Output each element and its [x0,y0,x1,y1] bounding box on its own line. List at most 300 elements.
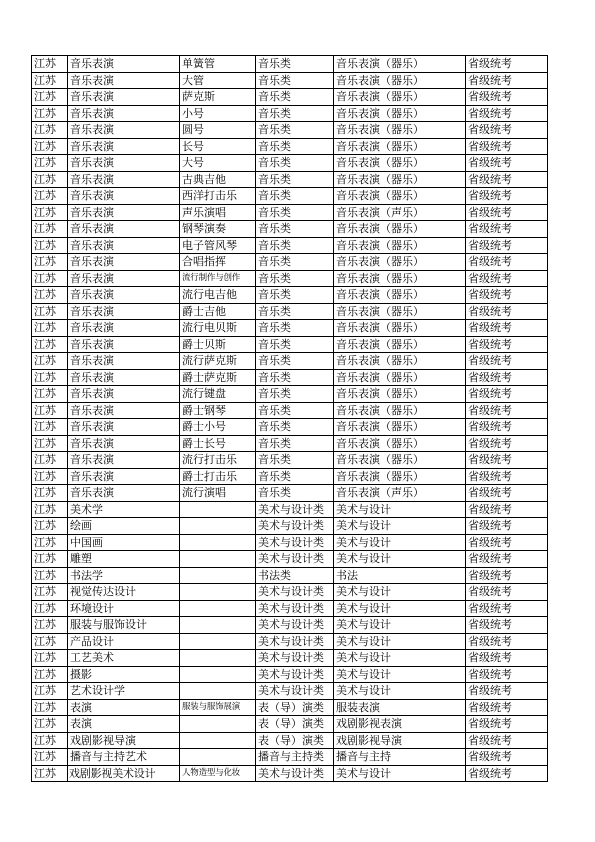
major-cell: 书法学 [68,567,180,584]
major-cell: 音乐表演 [68,419,180,436]
major-cell: 音乐表演 [68,320,180,337]
major-cell: 表演 [68,699,180,716]
exam-subject-cell: 美术与设计 [334,501,466,518]
exam-subject-cell: 音乐表演（器乐） [334,452,466,469]
direction-cell: 爵士吉他 [180,303,256,320]
category-cell: 美术与设计类 [256,683,334,700]
admissions-table-container [31,55,548,782]
table-row [32,650,548,667]
direction-cell [180,501,256,518]
exam-subject-cell: 美术与设计 [334,518,466,535]
exam-subject-cell: 音乐表演（器乐） [334,188,466,205]
province-cell: 江苏 [32,650,68,667]
exam-type-cell: 省级统考 [466,188,548,205]
province-cell: 江苏 [32,633,68,650]
major-cell: 音乐表演 [68,336,180,353]
direction-cell: 流行电贝斯 [180,320,256,337]
exam-subject-cell: 音乐表演（器乐） [334,386,466,403]
category-cell: 音乐类 [256,237,334,254]
category-cell: 美术与设计类 [256,600,334,617]
exam-subject-cell: 音乐表演（器乐） [334,138,466,155]
direction-cell: 电子管风琴 [180,237,256,254]
direction-cell [180,633,256,650]
direction-cell: 长号 [180,138,256,155]
exam-subject-cell: 美术与设计 [334,600,466,617]
province-cell: 江苏 [32,155,68,172]
table-row [32,270,548,287]
exam-type-cell: 省级统考 [466,303,548,320]
province-cell: 江苏 [32,89,68,106]
exam-type-cell: 省级统考 [466,534,548,551]
category-cell: 音乐类 [256,105,334,122]
direction-cell: 小号 [180,105,256,122]
category-cell: 美术与设计类 [256,551,334,568]
exam-type-cell: 省级统考 [466,419,548,436]
category-cell: 音乐类 [256,72,334,89]
exam-subject-cell: 音乐表演（器乐） [334,56,466,73]
province-cell: 江苏 [32,567,68,584]
exam-type-cell: 省级统考 [466,666,548,683]
table-row [32,716,548,733]
exam-subject-cell: 音乐表演（器乐） [334,72,466,89]
exam-type-cell: 省级统考 [466,204,548,221]
major-cell: 音乐表演 [68,171,180,188]
exam-subject-cell: 书法 [334,567,466,584]
category-cell: 音乐类 [256,221,334,238]
exam-subject-cell: 音乐表演（器乐） [334,155,466,172]
category-cell: 美术与设计类 [256,666,334,683]
province-cell: 江苏 [32,402,68,419]
exam-subject-cell: 音乐表演（器乐） [334,419,466,436]
province-cell: 江苏 [32,419,68,436]
table-row [32,402,548,419]
exam-subject-cell: 美术与设计 [334,765,466,782]
direction-cell [180,600,256,617]
exam-type-cell: 省级统考 [466,617,548,634]
exam-type-cell: 省级统考 [466,56,548,73]
direction-cell: 流行萨克斯 [180,353,256,370]
province-cell: 江苏 [32,72,68,89]
category-cell: 音乐类 [256,188,334,205]
province-cell: 江苏 [32,765,68,782]
exam-subject-cell: 音乐表演（器乐） [334,105,466,122]
table-row [32,155,548,172]
direction-cell: 爵士长号 [180,435,256,452]
direction-cell: 爵士小号 [180,419,256,436]
exam-type-cell: 省级统考 [466,633,548,650]
direction-cell [180,584,256,601]
category-cell: 美术与设计类 [256,617,334,634]
exam-type-cell: 省级统考 [466,254,548,271]
exam-type-cell: 省级统考 [466,353,548,370]
direction-cell [180,683,256,700]
table-row [32,89,548,106]
exam-subject-cell: 音乐表演（声乐） [334,204,466,221]
exam-type-cell: 省级统考 [466,435,548,452]
table-row [32,468,548,485]
table-row [32,551,548,568]
category-cell: 音乐类 [256,270,334,287]
table-row [32,452,548,469]
direction-cell [180,551,256,568]
direction-cell [180,534,256,551]
exam-type-cell: 省级统考 [466,122,548,139]
direction-cell [180,732,256,749]
province-cell: 江苏 [32,171,68,188]
category-cell: 音乐类 [256,336,334,353]
major-cell: 戏剧影视导演 [68,732,180,749]
table-row [32,534,548,551]
category-cell: 音乐类 [256,386,334,403]
major-cell: 音乐表演 [68,303,180,320]
direction-cell: 流行打击乐 [180,452,256,469]
exam-subject-cell: 音乐表演（器乐） [334,254,466,271]
exam-subject-cell: 戏剧影视导演 [334,732,466,749]
table-row [32,732,548,749]
table-row [32,633,548,650]
province-cell: 江苏 [32,749,68,766]
major-cell: 音乐表演 [68,122,180,139]
major-cell: 音乐表演 [68,138,180,155]
category-cell: 音乐类 [256,320,334,337]
major-cell: 服装与服饰设计 [68,617,180,634]
major-cell: 音乐表演 [68,237,180,254]
exam-type-cell: 省级统考 [466,567,548,584]
exam-subject-cell: 音乐表演（器乐） [334,122,466,139]
province-cell: 江苏 [32,485,68,502]
category-cell: 播音与主持类 [256,749,334,766]
major-cell: 音乐表演 [68,105,180,122]
direction-cell: 大管 [180,72,256,89]
province-cell: 江苏 [32,254,68,271]
table-row [32,419,548,436]
exam-subject-cell: 音乐表演（器乐） [334,402,466,419]
table-row [32,122,548,139]
exam-subject-cell: 音乐表演（器乐） [334,171,466,188]
table-row [32,254,548,271]
province-cell: 江苏 [32,468,68,485]
direction-cell: 服装与服饰展演 [180,699,256,716]
exam-type-cell: 省级统考 [466,732,548,749]
category-cell: 美术与设计类 [256,534,334,551]
province-cell: 江苏 [32,204,68,221]
province-cell: 江苏 [32,303,68,320]
direction-cell [180,518,256,535]
exam-subject-cell: 音乐表演（器乐） [334,287,466,304]
table-body [32,56,548,782]
direction-cell: 钢琴演奏 [180,221,256,238]
major-cell: 音乐表演 [68,452,180,469]
exam-type-cell: 省级统考 [466,468,548,485]
exam-subject-cell: 音乐表演（器乐） [334,320,466,337]
exam-subject-cell: 服装表演 [334,699,466,716]
direction-cell: 古典吉他 [180,171,256,188]
major-cell: 音乐表演 [68,353,180,370]
province-cell: 江苏 [32,534,68,551]
exam-subject-cell: 音乐表演（声乐） [334,485,466,502]
major-cell: 环境设计 [68,600,180,617]
province-cell: 江苏 [32,56,68,73]
category-cell: 表（导）演类 [256,699,334,716]
exam-subject-cell: 美术与设计 [334,650,466,667]
province-cell: 江苏 [32,336,68,353]
category-cell: 音乐类 [256,89,334,106]
exam-type-cell: 省级统考 [466,584,548,601]
table-row [32,336,548,353]
exam-subject-cell: 美术与设计 [334,534,466,551]
direction-cell [180,650,256,667]
table-row [32,699,548,716]
exam-subject-cell: 播音与主持 [334,749,466,766]
province-cell: 江苏 [32,501,68,518]
direction-cell [180,666,256,683]
major-cell: 美术学 [68,501,180,518]
major-cell: 戏剧影视美术设计 [68,765,180,782]
exam-subject-cell: 音乐表演（器乐） [334,468,466,485]
major-cell: 音乐表演 [68,369,180,386]
major-cell: 音乐表演 [68,435,180,452]
major-cell: 绘画 [68,518,180,535]
province-cell: 江苏 [32,716,68,733]
direction-cell: 爵士打击乐 [180,468,256,485]
exam-subject-cell: 美术与设计 [334,617,466,634]
exam-subject-cell: 音乐表演（器乐） [334,353,466,370]
exam-subject-cell: 美术与设计 [334,683,466,700]
province-cell: 江苏 [32,452,68,469]
direction-cell: 流行电吉他 [180,287,256,304]
exam-type-cell: 省级统考 [466,138,548,155]
exam-type-cell: 省级统考 [466,155,548,172]
major-cell: 音乐表演 [68,468,180,485]
major-cell: 音乐表演 [68,402,180,419]
major-cell: 音乐表演 [68,204,180,221]
province-cell: 江苏 [32,188,68,205]
major-cell: 音乐表演 [68,254,180,271]
direction-cell: 流行制作与创作 [180,270,256,287]
major-cell: 表演 [68,716,180,733]
category-cell: 美术与设计类 [256,518,334,535]
exam-type-cell: 省级统考 [466,765,548,782]
exam-subject-cell: 戏剧影视表演 [334,716,466,733]
table-row [32,683,548,700]
major-cell: 音乐表演 [68,270,180,287]
category-cell: 音乐类 [256,122,334,139]
province-cell: 江苏 [32,518,68,535]
major-cell: 音乐表演 [68,221,180,238]
major-cell: 摄影 [68,666,180,683]
table-row [32,369,548,386]
exam-subject-cell: 音乐表演（器乐） [334,221,466,238]
province-cell: 江苏 [32,386,68,403]
category-cell: 音乐类 [256,138,334,155]
province-cell: 江苏 [32,320,68,337]
category-cell: 音乐类 [256,155,334,172]
table-row [32,237,548,254]
exam-subject-cell: 美术与设计 [334,666,466,683]
exam-type-cell: 省级统考 [466,105,548,122]
exam-type-cell: 省级统考 [466,551,548,568]
exam-type-cell: 省级统考 [466,600,548,617]
table-row [32,617,548,634]
category-cell: 音乐类 [256,435,334,452]
direction-cell: 流行键盘 [180,386,256,403]
exam-type-cell: 省级统考 [466,287,548,304]
direction-cell: 单簧管 [180,56,256,73]
exam-type-cell: 省级统考 [466,716,548,733]
table-row [32,105,548,122]
exam-type-cell: 省级统考 [466,171,548,188]
category-cell: 音乐类 [256,485,334,502]
category-cell: 音乐类 [256,452,334,469]
major-cell: 音乐表演 [68,72,180,89]
exam-type-cell: 省级统考 [466,518,548,535]
exam-subject-cell: 音乐表演（器乐） [334,435,466,452]
exam-type-cell: 省级统考 [466,237,548,254]
direction-cell [180,716,256,733]
category-cell: 音乐类 [256,419,334,436]
category-cell: 美术与设计类 [256,633,334,650]
exam-subject-cell: 美术与设计 [334,584,466,601]
direction-cell: 流行演唱 [180,485,256,502]
table-row [32,749,548,766]
table-row [32,204,548,221]
province-cell: 江苏 [32,683,68,700]
table-row [32,188,548,205]
category-cell: 音乐类 [256,353,334,370]
direction-cell: 人物造型与化妆 [180,765,256,782]
exam-type-cell: 省级统考 [466,452,548,469]
admissions-table [31,55,548,782]
exam-subject-cell: 美术与设计 [334,633,466,650]
exam-type-cell: 省级统考 [466,72,548,89]
table-row [32,138,548,155]
direction-cell [180,749,256,766]
table-row [32,666,548,683]
province-cell: 江苏 [32,105,68,122]
exam-subject-cell: 音乐表演（器乐） [334,369,466,386]
exam-type-cell: 省级统考 [466,369,548,386]
table-row [32,287,548,304]
province-cell: 江苏 [32,666,68,683]
category-cell: 音乐类 [256,171,334,188]
province-cell: 江苏 [32,435,68,452]
province-cell: 江苏 [32,551,68,568]
major-cell: 音乐表演 [68,56,180,73]
major-cell: 视觉传达设计 [68,584,180,601]
direction-cell: 萨克斯 [180,89,256,106]
category-cell: 表（导）演类 [256,732,334,749]
exam-type-cell: 省级统考 [466,386,548,403]
province-cell: 江苏 [32,369,68,386]
category-cell: 音乐类 [256,369,334,386]
major-cell: 音乐表演 [68,89,180,106]
province-cell: 江苏 [32,287,68,304]
category-cell: 美术与设计类 [256,765,334,782]
exam-subject-cell: 音乐表演（器乐） [334,336,466,353]
major-cell: 中国画 [68,534,180,551]
category-cell: 音乐类 [256,402,334,419]
category-cell: 音乐类 [256,468,334,485]
exam-type-cell: 省级统考 [466,221,548,238]
exam-subject-cell: 音乐表演（器乐） [334,270,466,287]
exam-subject-cell: 音乐表演（器乐） [334,89,466,106]
province-cell: 江苏 [32,138,68,155]
direction-cell: 爵士钢琴 [180,402,256,419]
direction-cell: 爵士贝斯 [180,336,256,353]
major-cell: 音乐表演 [68,485,180,502]
province-cell: 江苏 [32,584,68,601]
table-row [32,584,548,601]
exam-type-cell: 省级统考 [466,336,548,353]
exam-type-cell: 省级统考 [466,683,548,700]
province-cell: 江苏 [32,617,68,634]
province-cell: 江苏 [32,237,68,254]
direction-cell: 声乐演唱 [180,204,256,221]
category-cell: 书法类 [256,567,334,584]
province-cell: 江苏 [32,122,68,139]
category-cell: 音乐类 [256,254,334,271]
exam-type-cell: 省级统考 [466,501,548,518]
table-row [32,518,548,535]
major-cell: 艺术设计学 [68,683,180,700]
exam-subject-cell: 音乐表演（器乐） [334,303,466,320]
major-cell: 音乐表演 [68,386,180,403]
major-cell: 音乐表演 [68,287,180,304]
exam-type-cell: 省级统考 [466,320,548,337]
major-cell: 播音与主持艺术 [68,749,180,766]
exam-type-cell: 省级统考 [466,749,548,766]
category-cell: 表（导）演类 [256,716,334,733]
category-cell: 美术与设计类 [256,501,334,518]
table-row [32,600,548,617]
table-row [32,353,548,370]
exam-subject-cell: 音乐表演（器乐） [334,237,466,254]
category-cell: 音乐类 [256,204,334,221]
major-cell: 音乐表演 [68,155,180,172]
direction-cell: 合唱指挥 [180,254,256,271]
table-row [32,386,548,403]
table-row [32,485,548,502]
exam-type-cell: 省级统考 [466,270,548,287]
table-row [32,435,548,452]
table-row [32,72,548,89]
category-cell: 美术与设计类 [256,650,334,667]
category-cell: 音乐类 [256,56,334,73]
province-cell: 江苏 [32,600,68,617]
table-row [32,501,548,518]
major-cell: 工艺美术 [68,650,180,667]
major-cell: 音乐表演 [68,188,180,205]
direction-cell: 圆号 [180,122,256,139]
exam-type-cell: 省级统考 [466,650,548,667]
table-row [32,56,548,73]
province-cell: 江苏 [32,221,68,238]
province-cell: 江苏 [32,732,68,749]
direction-cell: 西洋打击乐 [180,188,256,205]
direction-cell: 爵士萨克斯 [180,369,256,386]
table-row [32,320,548,337]
direction-cell: 大号 [180,155,256,172]
direction-cell [180,617,256,634]
table-row [32,567,548,584]
table-row [32,171,548,188]
province-cell: 江苏 [32,699,68,716]
table-row [32,303,548,320]
exam-type-cell: 省级统考 [466,89,548,106]
major-cell: 雕塑 [68,551,180,568]
category-cell: 美术与设计类 [256,584,334,601]
exam-subject-cell: 美术与设计 [334,551,466,568]
